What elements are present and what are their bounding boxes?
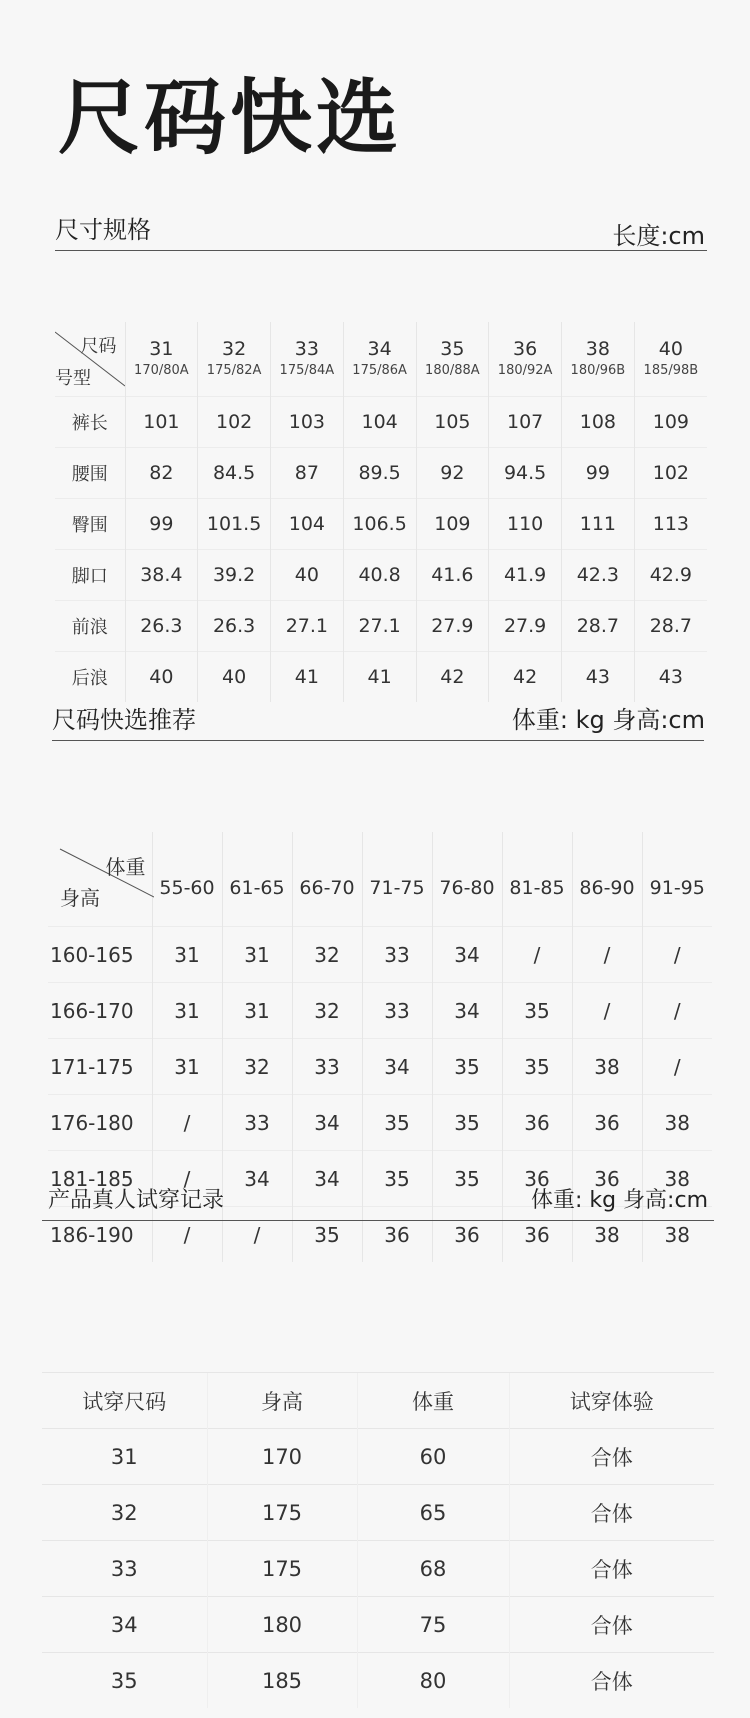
spec-corner-cell: [55, 322, 125, 397]
spec-cell: 102: [198, 397, 271, 448]
size-column-header: [489, 322, 562, 397]
recommend-cell: 35: [502, 1039, 572, 1095]
spec-row: [55, 499, 707, 550]
trial-cell: 60: [357, 1429, 509, 1485]
size-number: 40: [658, 338, 683, 360]
recommend-cell: 36: [502, 1207, 572, 1263]
recommend-cell: 33: [292, 1039, 362, 1095]
spec-row: [55, 397, 707, 448]
recommend-cell: 31: [222, 927, 292, 983]
recommend-cell: /: [222, 1207, 292, 1263]
recommend-row: [48, 983, 712, 1039]
recommend-divider: [52, 740, 704, 741]
spec-cell: 99: [562, 448, 635, 499]
recommend-section-title: 尺码快选推荐: [52, 706, 196, 734]
recommend-cell: 32: [222, 1039, 292, 1095]
height-row-label: 181-185: [48, 1151, 152, 1207]
trial-cell: 合体: [509, 1653, 714, 1709]
spec-cell: 84.5: [198, 448, 271, 499]
spec-cell: 42.9: [634, 550, 707, 601]
spec-cell: 99: [125, 499, 198, 550]
recommend-corner-bottom: 身高: [60, 886, 100, 910]
trial-cell: 34: [42, 1597, 207, 1653]
spec-cell: 38.4: [125, 550, 198, 601]
spec-cell: 39.2: [198, 550, 271, 601]
trial-column-header: 身高: [207, 1373, 357, 1429]
size-code: 185/98B: [643, 363, 699, 378]
trial-cell: 合体: [509, 1597, 714, 1653]
spec-row-label: 前浪: [55, 601, 125, 652]
trial-cell: 合体: [509, 1429, 714, 1485]
spec-corner-bottom: 号型: [55, 368, 91, 389]
trial-cell: 180: [207, 1597, 357, 1653]
size-column-header: [198, 322, 271, 397]
recommend-cell: 38: [642, 1095, 712, 1151]
spec-row-label: 裤长: [55, 397, 125, 448]
spec-cell: 101: [125, 397, 198, 448]
trial-row: [42, 1597, 714, 1653]
size-code: 180/88A: [425, 363, 480, 378]
recommend-cell: 34: [362, 1039, 432, 1095]
spec-row: [55, 550, 707, 601]
spec-divider: [55, 250, 707, 251]
recommend-cell: 36: [502, 1095, 572, 1151]
spec-cell: 110: [489, 499, 562, 550]
recommend-cell: /: [502, 927, 572, 983]
recommend-unit-label: 体重: kg 身高:cm: [511, 706, 705, 734]
trial-row: [42, 1653, 714, 1709]
spec-cell: 92: [416, 448, 489, 499]
spec-section-title: 尺寸规格: [55, 216, 151, 244]
spec-cell: 89.5: [343, 448, 416, 499]
recommend-cell: 34: [292, 1151, 362, 1207]
spec-cell: 106.5: [343, 499, 416, 550]
spec-cell: 26.3: [198, 601, 271, 652]
spec-cell: 43: [634, 652, 707, 703]
spec-row: [55, 601, 707, 652]
size-spec-header-row: [55, 322, 707, 397]
size-code: 175/82A: [206, 363, 262, 378]
trial-cell: 合体: [509, 1485, 714, 1541]
spec-cell: 82: [125, 448, 198, 499]
size-column-header: [416, 322, 489, 397]
spec-cell: 41.6: [416, 550, 489, 601]
spec-cell: 103: [271, 397, 344, 448]
recommend-cell: 34: [292, 1095, 362, 1151]
spec-cell: 27.9: [489, 601, 562, 652]
recommend-cell: 35: [432, 1095, 502, 1151]
spec-cell: 42.3: [562, 550, 635, 601]
recommend-cell: /: [152, 1207, 222, 1263]
trial-cell: 65: [357, 1485, 509, 1541]
recommend-cell: 32: [292, 983, 362, 1039]
recommend-cell: 33: [362, 927, 432, 983]
height-row-label: 160-165: [48, 927, 152, 983]
spec-row: [55, 652, 707, 703]
spec-row-label: 腰围: [55, 448, 125, 499]
size-number: 31: [149, 338, 174, 360]
size-code: 180/96B: [570, 363, 626, 378]
recommend-cell: /: [642, 927, 712, 983]
recommend-cell: 33: [362, 983, 432, 1039]
spec-cell: 41.9: [489, 550, 562, 601]
height-row-label: 166-170: [48, 983, 152, 1039]
recommend-cell: 31: [152, 1039, 222, 1095]
trial-cell: 68: [357, 1541, 509, 1597]
spec-cell: 113: [634, 499, 707, 550]
spec-cell: 107: [489, 397, 562, 448]
spec-unit-label: 长度:cm: [612, 222, 705, 250]
recommend-cell: /: [572, 927, 642, 983]
spec-cell: 43: [562, 652, 635, 703]
spec-row: [55, 448, 707, 499]
spec-cell: 28.7: [634, 601, 707, 652]
spec-cell: 40: [198, 652, 271, 703]
height-row-label: 186-190: [48, 1207, 152, 1263]
recommend-cell: 34: [432, 983, 502, 1039]
spec-cell: 109: [634, 397, 707, 448]
recommend-corner-cell: [48, 832, 152, 927]
weight-column-header: 71-75: [362, 832, 432, 927]
recommend-cell: /: [642, 983, 712, 1039]
recommend-cell: 38: [572, 1039, 642, 1095]
size-column-header: [271, 322, 344, 397]
recommend-row: [48, 927, 712, 983]
recommend-cell: 36: [432, 1207, 502, 1263]
spec-cell: 41: [343, 652, 416, 703]
trial-cell: 合体: [509, 1541, 714, 1597]
trial-row: [42, 1429, 714, 1485]
recommend-cell: 35: [362, 1151, 432, 1207]
trial-cell: 170: [207, 1429, 357, 1485]
weight-column-header: 76-80: [432, 832, 502, 927]
spec-cell: 41: [271, 652, 344, 703]
spec-cell: 109: [416, 499, 489, 550]
trial-column-header: 体重: [357, 1373, 509, 1429]
weight-column-header: 91-95: [642, 832, 712, 927]
recommend-cell: 35: [432, 1039, 502, 1095]
recommend-cell: 38: [642, 1207, 712, 1263]
trial-cell: 80: [357, 1653, 509, 1709]
size-code: 175/86A: [352, 363, 407, 378]
size-column-header: [343, 322, 416, 397]
recommend-row: [48, 1039, 712, 1095]
height-row-label: 176-180: [48, 1095, 152, 1151]
weight-column-header: 55-60: [152, 832, 222, 927]
weight-column-header: 61-65: [222, 832, 292, 927]
trial-cell: 175: [207, 1541, 357, 1597]
trial-cell: 35: [42, 1653, 207, 1709]
size-number: 32: [222, 338, 247, 360]
recommend-corner-top: 体重: [105, 855, 146, 879]
spec-cell: 42: [416, 652, 489, 703]
spec-row-label: 臀围: [55, 499, 125, 550]
spec-cell: 104: [271, 499, 344, 550]
recommend-cell: /: [152, 1095, 222, 1151]
trial-cell: 32: [42, 1485, 207, 1541]
size-number: 36: [513, 338, 538, 360]
recommend-row: [48, 1207, 712, 1263]
size-spec-table: [55, 322, 707, 702]
recommend-cell: 34: [222, 1151, 292, 1207]
size-column-header: [562, 322, 635, 397]
trial-divider: [42, 1220, 714, 1221]
trial-row: [42, 1485, 714, 1541]
spec-cell: 105: [416, 397, 489, 448]
spec-cell: 40: [125, 652, 198, 703]
recommend-cell: 38: [642, 1151, 712, 1207]
trial-unit-label: 体重: kg 身高:cm: [530, 1188, 708, 1213]
recommend-cell: 31: [222, 983, 292, 1039]
recommend-cell: 36: [572, 1095, 642, 1151]
trial-cell: 175: [207, 1485, 357, 1541]
spec-cell: 27.1: [271, 601, 344, 652]
spec-cell: 111: [562, 499, 635, 550]
recommend-cell: /: [642, 1039, 712, 1095]
recommend-cell: 32: [292, 927, 362, 983]
trial-record-table: [42, 1372, 714, 1708]
spec-row-label: 脚口: [55, 550, 125, 601]
spec-cell: 28.7: [562, 601, 635, 652]
size-number: 34: [367, 338, 392, 360]
recommend-cell: /: [152, 1151, 222, 1207]
weight-column-header: 66-70: [292, 832, 362, 927]
size-number: 35: [440, 338, 465, 360]
weight-column-header: 86-90: [572, 832, 642, 927]
trial-row: [42, 1541, 714, 1597]
recommend-cell: 34: [432, 927, 502, 983]
trial-cell: 31: [42, 1429, 207, 1485]
recommend-cell: /: [572, 983, 642, 1039]
recommend-cell: 35: [432, 1151, 502, 1207]
size-code: 175/84A: [279, 363, 335, 378]
spec-cell: 42: [489, 652, 562, 703]
size-column-header: [125, 322, 198, 397]
size-code: 180/92A: [497, 363, 553, 378]
recommend-cell: 31: [152, 927, 222, 983]
recommend-cell: 36: [362, 1207, 432, 1263]
page-title: 尺码快选: [58, 71, 403, 166]
spec-cell: 101.5: [198, 499, 271, 550]
spec-cell: 108: [562, 397, 635, 448]
spec-row-label: 后浪: [55, 652, 125, 703]
recommend-cell: 35: [362, 1095, 432, 1151]
spec-cell: 27.1: [343, 601, 416, 652]
trial-cell: 185: [207, 1653, 357, 1709]
weight-column-header: 81-85: [502, 832, 572, 927]
spec-cell: 26.3: [125, 601, 198, 652]
size-column-header: [634, 322, 707, 397]
trial-cell: 75: [357, 1597, 509, 1653]
spec-cell: 87: [271, 448, 344, 499]
trial-header-row: [42, 1373, 714, 1429]
spec-cell: 40.8: [343, 550, 416, 601]
trial-section-title: 产品真人试穿记录: [48, 1188, 225, 1213]
size-number: 38: [585, 338, 610, 360]
height-row-label: 171-175: [48, 1039, 152, 1095]
recommend-cell: 35: [292, 1207, 362, 1263]
recommend-cell: 35: [502, 983, 572, 1039]
recommend-cell: 38: [572, 1207, 642, 1263]
trial-column-header: 试穿体验: [509, 1373, 714, 1429]
trial-column-header: 试穿尺码: [42, 1373, 207, 1429]
spec-cell: 94.5: [489, 448, 562, 499]
trial-cell: 33: [42, 1541, 207, 1597]
recommend-cell: 33: [222, 1095, 292, 1151]
recommend-header-row: [48, 832, 712, 927]
recommend-cell: 36: [502, 1151, 572, 1207]
spec-cell: 27.9: [416, 601, 489, 652]
size-code: 170/80A: [134, 363, 189, 378]
recommend-cell: 31: [152, 983, 222, 1039]
spec-cell: 104: [343, 397, 416, 448]
recommend-cell: 36: [572, 1151, 642, 1207]
recommend-row: [48, 1095, 712, 1151]
size-number: 33: [294, 338, 319, 360]
spec-cell: 102: [634, 448, 707, 499]
spec-corner-top: 尺码: [80, 336, 117, 357]
spec-cell: 40: [271, 550, 344, 601]
